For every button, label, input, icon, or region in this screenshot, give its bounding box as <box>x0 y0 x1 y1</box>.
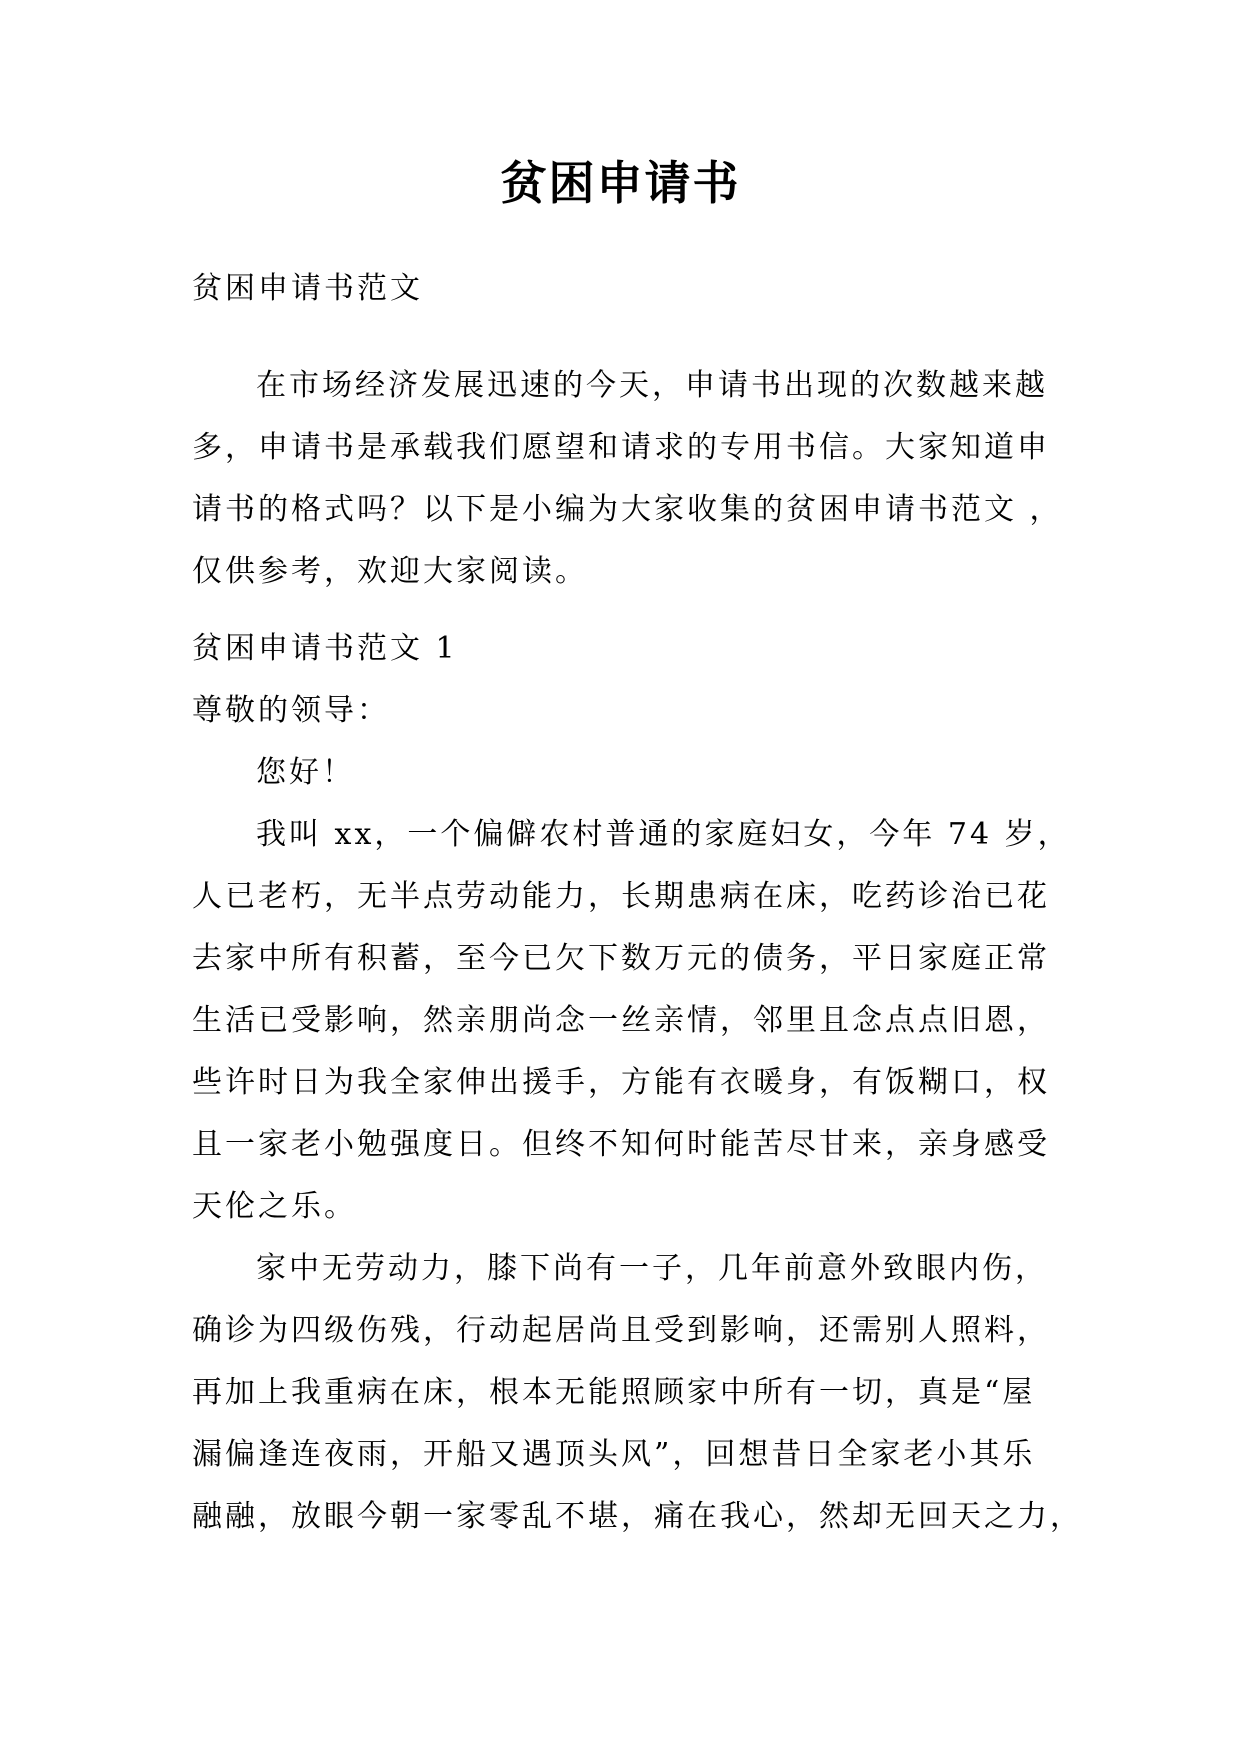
paragraph-line: 再加上我重病在床，根本无能照顾家中所有一切，真是“屋 <box>192 1375 1036 1410</box>
paragraph-line: 请书的格式吗？以下是小编为大家收集的贫困申请书范文 ， <box>192 492 1063 527</box>
paragraph-line: 且一家老小勉强度日。但终不知何时能苦尽甘来，亲身感受 <box>192 1127 1050 1162</box>
document-title: 贫困申请书 <box>500 156 741 210</box>
paragraph-line: 去家中所有积蓄，至今已欠下数万元的债务，平日家庭正常 <box>192 941 1050 976</box>
paragraph-line: 生活已受影响，然亲朋尚念一丝亲情，邻里且念点点旧恩， <box>192 1003 1050 1038</box>
section-heading <box>192 258 1072 320</box>
paragraph-line: 在市场经济发展迅速的今天，申请书出现的次数越来越 <box>256 368 1048 403</box>
greeting: 您好！ <box>256 755 355 790</box>
salutation: 尊敬的领导： <box>192 693 390 728</box>
intro-paragraph <box>192 355 1072 603</box>
paragraph-line: 天伦之乐。 <box>192 1189 357 1224</box>
paragraph-line: 些许时日为我全家伸出援手，方能有衣暖身，有饭糊口，权 <box>192 1065 1050 1100</box>
paragraph-line: 漏偏逢连夜雨，开船又遇顶头风”，回想昔日全家老小其乐 <box>192 1437 1036 1472</box>
sample-letter <box>192 618 1083 1548</box>
paragraph-line: 人已老朽，无半点劳动能力，长期患病在床，吃药诊治已花 <box>192 879 1050 914</box>
paragraph-line: 家中无劳动力，膝下尚有一子，几年前意外致眼内伤， <box>256 1251 1048 1286</box>
paragraph-line: 仅供参考，欢迎大家阅读。 <box>192 554 588 589</box>
section-heading-text: 贫困申请书范文 <box>192 271 423 306</box>
paragraph-line: 确诊为四级伤残，行动起居尚且受到影响，还需别人照料， <box>192 1313 1050 1348</box>
sample-heading: 贫困申请书范文 1 <box>192 631 458 666</box>
paragraph-line: 融融，放眼今朝一家零乱不堪，痛在我心，然却无回天之力， <box>192 1499 1083 1534</box>
paragraph-line: 多，申请书是承载我们愿望和请求的专用书信。大家知道申 <box>192 430 1050 465</box>
paragraph-line: 我叫 xx，一个偏僻农村普通的家庭妇女，今年 74 岁， <box>256 817 1071 852</box>
